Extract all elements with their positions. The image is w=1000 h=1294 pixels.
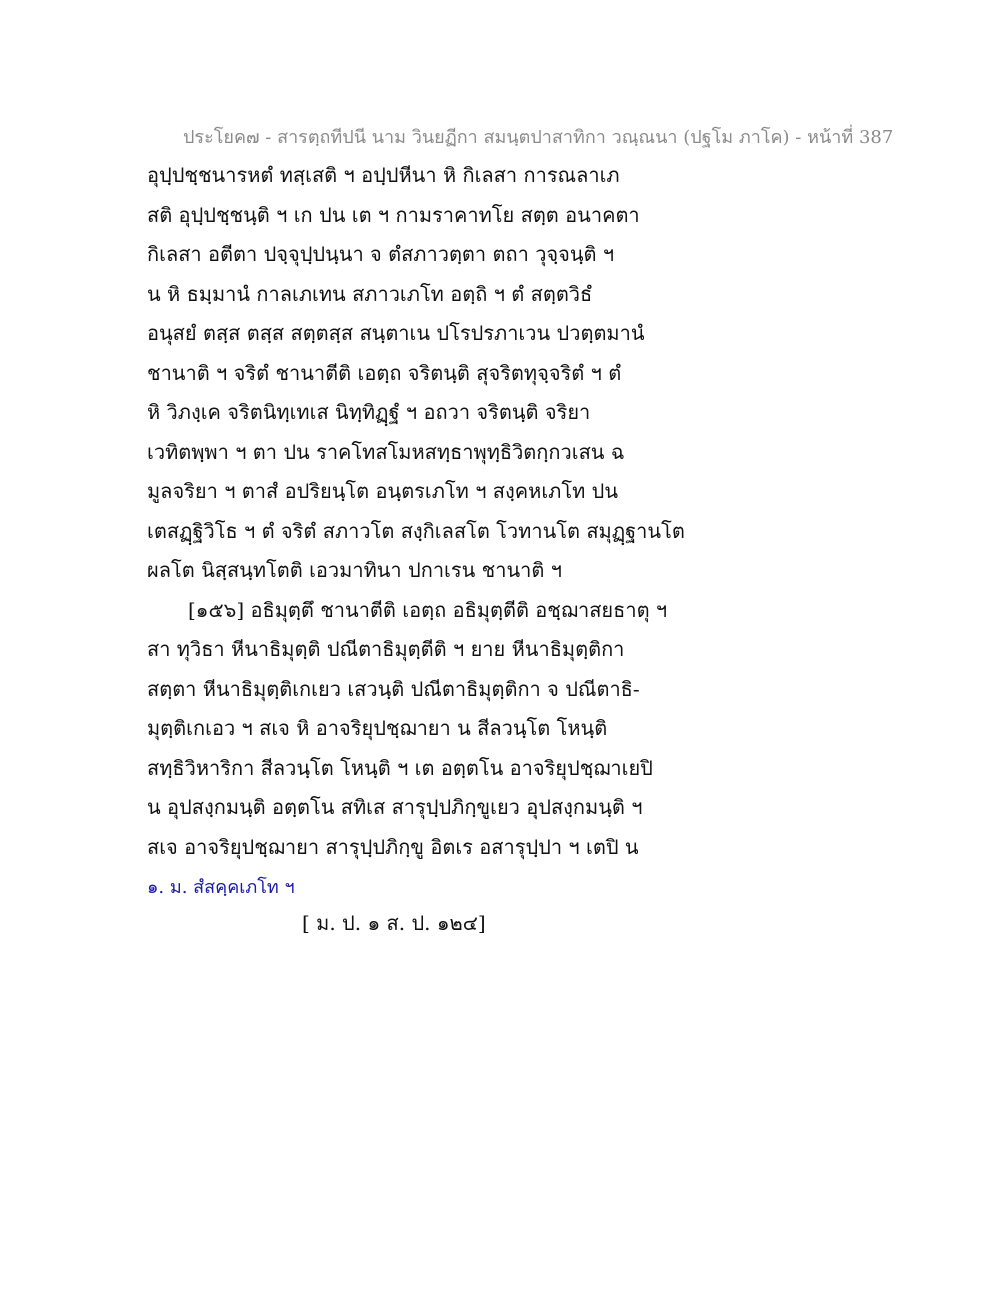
text-line: เตสฏฺฐิวิโธ ฯ ตํ จริตํ สภาวโต สงฺกิเลสโต โวทานโต สมุฏฺฐานโต [147, 518, 685, 543]
text-line: กิเลสา อตีตา ปจฺจุปฺปนฺนา จ ตํสภาวตฺตา ตถา วุจฺจนฺติ ฯ [147, 242, 615, 266]
text-line: อนุสยํ ตสฺส ตสฺส สตฺตสฺส สนฺตาเน ปโรปรภาเวน ปวตฺตมานํ [147, 321, 645, 345]
text-line: น อุปสงฺกมนฺติ อตฺตโน สทิเส สารุปฺปภิกฺขูเยว อุปสงฺกมนฺติ ฯ [147, 795, 643, 819]
text-line: น หิ ธมฺมานํ กาลเภเทน สภาวเภโท อตฺถิ ฯ ตํ สตฺตวิธํ [147, 281, 593, 306]
page-reference: [ ม. ป. ๑ ส. ป. ๑๒๔] [302, 911, 486, 935]
text-line: หิ วิภงฺเค จริตนิทฺเทเส นิทฺทิฏฺฐํ ฯ อถวา จริตนฺติ จริยา [147, 400, 591, 424]
text-line: มูลจริยา ฯ ตาสํ อปริยนฺโต อนฺตรเภโท ฯ สงฺคหเภโท ปน [147, 479, 619, 503]
footnote: ๑. ม. สํสคฺคเภโท ฯ [147, 877, 295, 898]
text-line: สตฺตา หีนาธิมุตฺติเกเยว เสวนฺติ ปณีตาธิมุตฺติกา จ ปณีตาธิ- [147, 676, 640, 701]
text-line: ชานาติ ฯ จริตํ ชานาตีติ เอตฺถ จริตนฺติ สุจริตทุจฺจริตํ ฯ ตํ [147, 360, 622, 385]
text-line: มุตฺติเกเอว ฯ สเจ หิ อาจริยุปชฺฌายา น สีลวนฺโต โหนฺติ [147, 716, 608, 740]
text-line: ผลโต นิสฺสนฺทโตติ เอวมาทินา ปกาเรน ชานาติ ฯ [147, 558, 562, 582]
text-line: สเจ อาจริยุปชฺฌายา สารุปฺปภิกฺขู อิตเร อสารุปฺปา ฯ เตปิ น [147, 834, 639, 859]
text-line: สทฺธิวิหาริกา สีลวนฺโต โหนฺติ ฯ เต อตฺตโน อาจริยุปชฺฌาเยปิ [147, 755, 653, 780]
text-line: สติ อุปฺปชฺชนฺติ ฯ เก ปน เต ฯ กามราคาทโย สตฺต อนาคตา [147, 202, 640, 227]
text-line: สา ทุวิธา หีนาธิมุตฺติ ปณีตาธิมุตฺตีติ ฯ ยาย หีนาธิมุตฺติกา [147, 637, 625, 661]
body-text [147, 156, 827, 867]
paragraph-start-line: [๑๕๖] อธิมุตฺตึ ชานาตีติ เอตฺถ อธิมุตฺตีติ อชฺฌาสยธาตุ ฯ [188, 597, 668, 622]
text-line: เวทิตพฺพา ฯ ตา ปน ราคโทสโมหสทฺธาพุทฺธิวิตกฺกวเสน ฉ [147, 439, 625, 464]
running-head: ประโยค๗ - สารตฺถทีปนี นาม วินยฏีกา สมนฺตปาสาทิกา วณฺณนา (ปฐโม ภาโค) - หน้าที่ 387 [183, 127, 894, 148]
text-line: อุปฺปชฺชนารหตํ ทสฺเสติ ฯ อปฺปหีนา หิ กิเลสา การณลาเภ [147, 163, 620, 187]
